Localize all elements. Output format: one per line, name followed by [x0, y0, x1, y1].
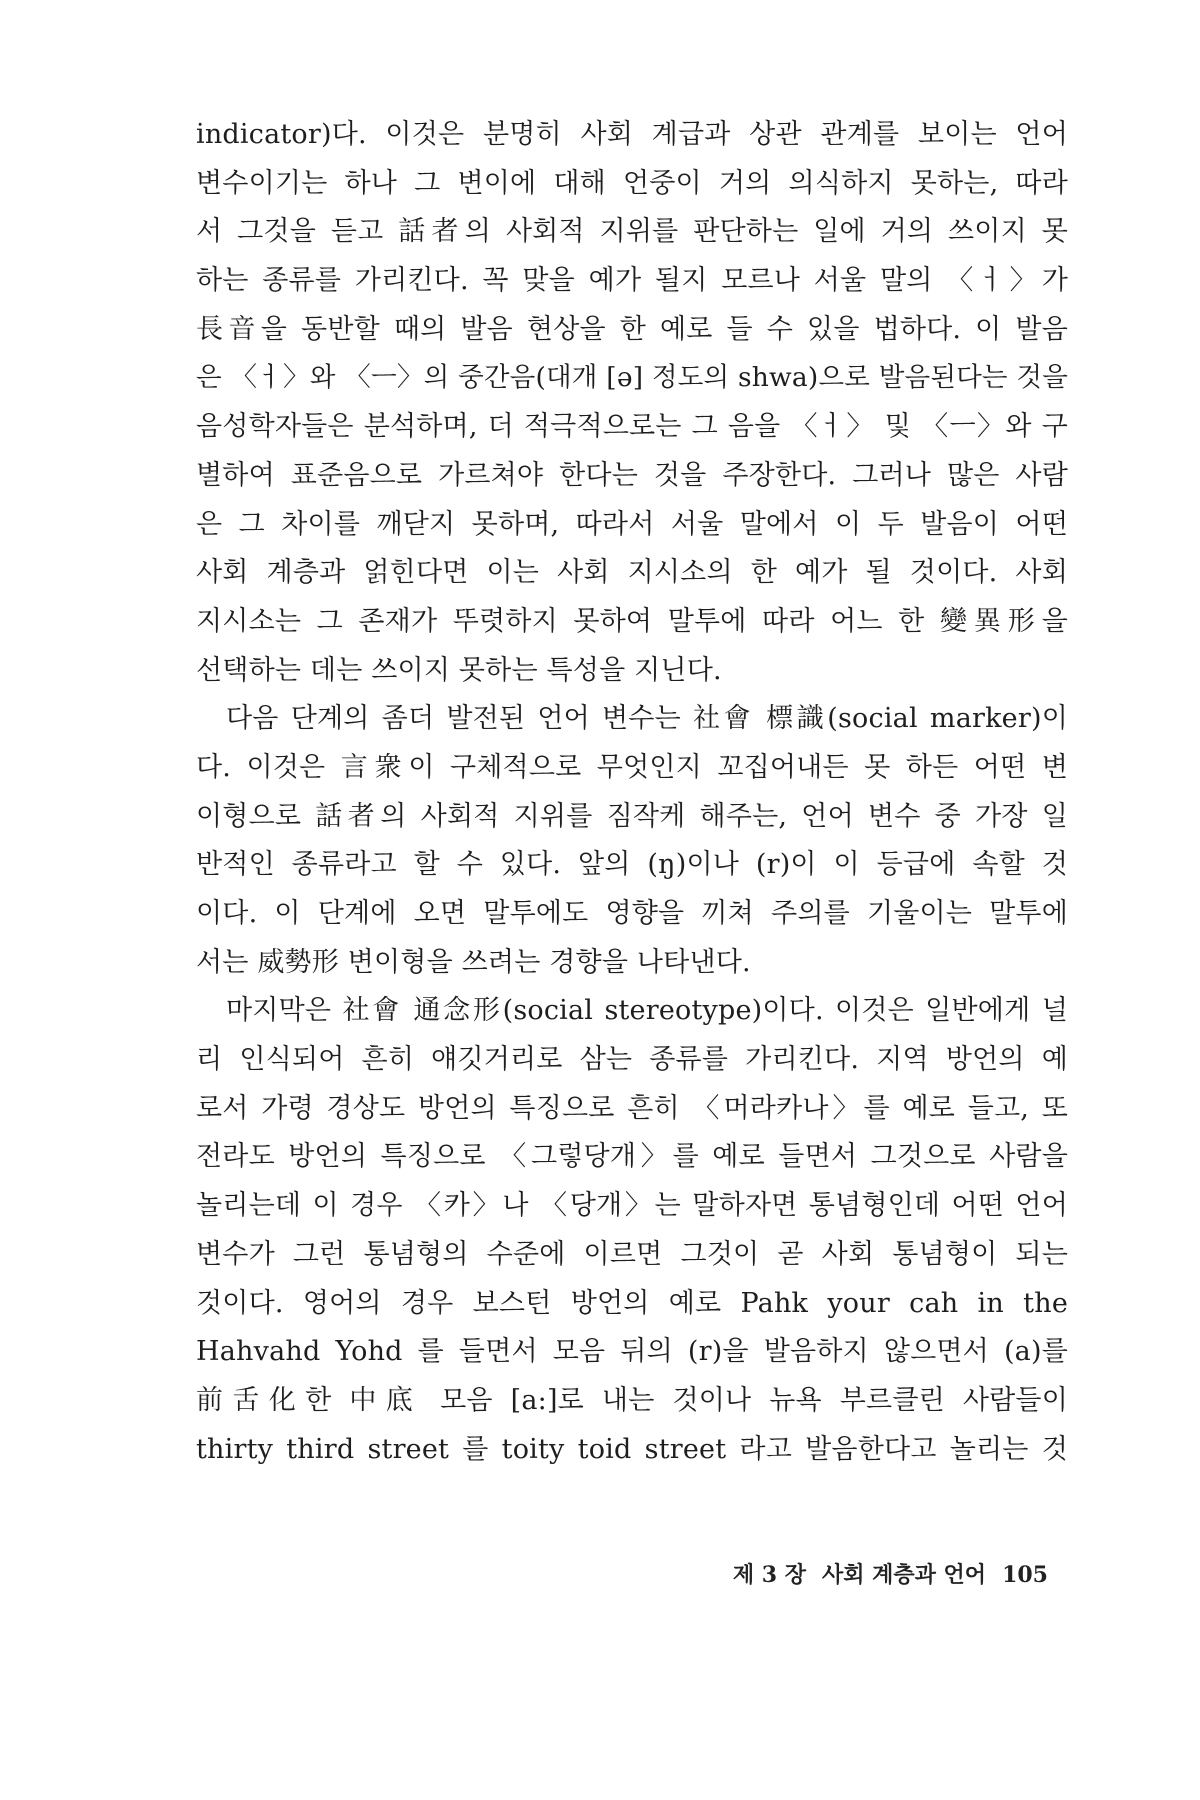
- text-line: 로서 가령 경상도 방언의 특징으로 흔히 〈머라카나〉를 예로 들고, 또: [196, 1092, 1068, 1124]
- text-line: 선택하는 데는 쓰이지 못하는 특성을 지닌다.: [196, 654, 722, 686]
- text-line: 별하여 표준음으로 가르쳐야 한다는 것을 주장한다. 그러나 많은 사람: [196, 459, 1068, 491]
- text-line: 前舌化한 中底 모음 [a:]로 내는 것이나 뉴욕 부르클린 사람들이: [196, 1384, 1068, 1416]
- page-number: 105: [1002, 1562, 1048, 1588]
- body-text: [196, 111, 1068, 1474]
- text-line: indicator)다. 이것은 분명히 사회 계급과 상관 관계를 보이는 언어: [196, 119, 1068, 150]
- text-line: 지시소는 그 존재가 뚜렷하지 못하여 말투에 따라 어느 한 變異形을: [196, 605, 1068, 637]
- text-line: thirty third street 를 toity toid street 라고 발음한다고 놀리는 것: [196, 1433, 1068, 1465]
- text-line: 사회 계층과 얽힌다면 이는 사회 지시소의 한 예가 될 것이다. 사회: [196, 557, 1068, 589]
- text-line: Hahvahd Yohd 를 들면서 모음 뒤의 (r)을 발음하지 않으면서 (a)를: [196, 1336, 1068, 1368]
- text-line: 반적인 종류라고 할 수 있다. 앞의 (ŋ)이나 (r)이 이 등급에 속할 것: [196, 849, 1068, 881]
- text-line: 서는 威勢形 변이형을 쓰려는 경향을 나타낸다.: [196, 946, 751, 978]
- text-line: 변수가 그런 통념형의 수준에 이르면 그것이 곧 사회 통념형이 되는: [196, 1238, 1068, 1270]
- text-line: 것이다. 영어의 경우 보스턴 방언의 예로 Pahk your cah in the: [196, 1287, 1068, 1319]
- text-line: 변수이기는 하나 그 변이에 대해 언중이 거의 의식하지 못하는, 따라: [196, 167, 1068, 199]
- text-line: 리 인식되어 흔히 얘깃거리로 삼는 종류를 가리킨다. 지역 방언의 예: [196, 1044, 1068, 1076]
- text-line: 다. 이것은 言衆이 구체적으로 무엇인지 꼬집어내든 못 하든 어떤 변: [196, 751, 1068, 783]
- text-line: 하는 종류를 가리킨다. 꼭 맞을 예가 될지 모르나 서울 말의 〈ㅓ〉가: [196, 265, 1068, 297]
- footer-chapter-title: 사회 계층과 언어: [821, 1562, 987, 1588]
- text-line: 마지막은 社會 通念形(social stereotype)이다. 이것은 일반에게 널: [226, 995, 1068, 1027]
- page-footer: [733, 1558, 1048, 1589]
- text-line: 이형으로 話者의 사회적 지위를 짐작케 해주는, 언어 변수 중 가장 일: [196, 800, 1068, 832]
- text-line: 이다. 이 단계에 오면 말투에도 영향을 끼쳐 주의를 기울이는 말투에: [196, 898, 1068, 929]
- text-line: 전라도 방언의 특징으로 〈그렇당개〉를 예로 들면서 그것으로 사람을: [196, 1141, 1068, 1173]
- text-line: 은 그 차이를 깨닫지 못하며, 따라서 서울 말에서 이 두 발음이 어떤: [196, 508, 1068, 540]
- text-line: 음성학자들은 분석하며, 더 적극적으로는 그 음을 〈ㅓ〉 및 〈ㅡ〉와 구: [196, 411, 1068, 443]
- footer-chapter: 제 3 장: [732, 1562, 806, 1588]
- text-line: 다음 단계의 좀더 발전된 언어 변수는 社會 標識(social marker)이: [226, 703, 1068, 735]
- text-line: 長音을 동반할 때의 발음 현상을 한 예로 들 수 있을 법하다. 이 발음: [196, 313, 1068, 345]
- text-line: 서 그것을 듣고 話者의 사회적 지위를 판단하는 일에 거의 쓰이지 못: [196, 216, 1068, 248]
- text-line: 은 〈ㅓ〉와 〈ㅡ〉의 중간음(대개 [ə] 정도의 shwa)으로 발음된다는 것을: [196, 362, 1068, 394]
- text-line: 놀리는데 이 경우 〈카〉나 〈당개〉는 말하자면 통념형인데 어떤 언어: [196, 1190, 1068, 1222]
